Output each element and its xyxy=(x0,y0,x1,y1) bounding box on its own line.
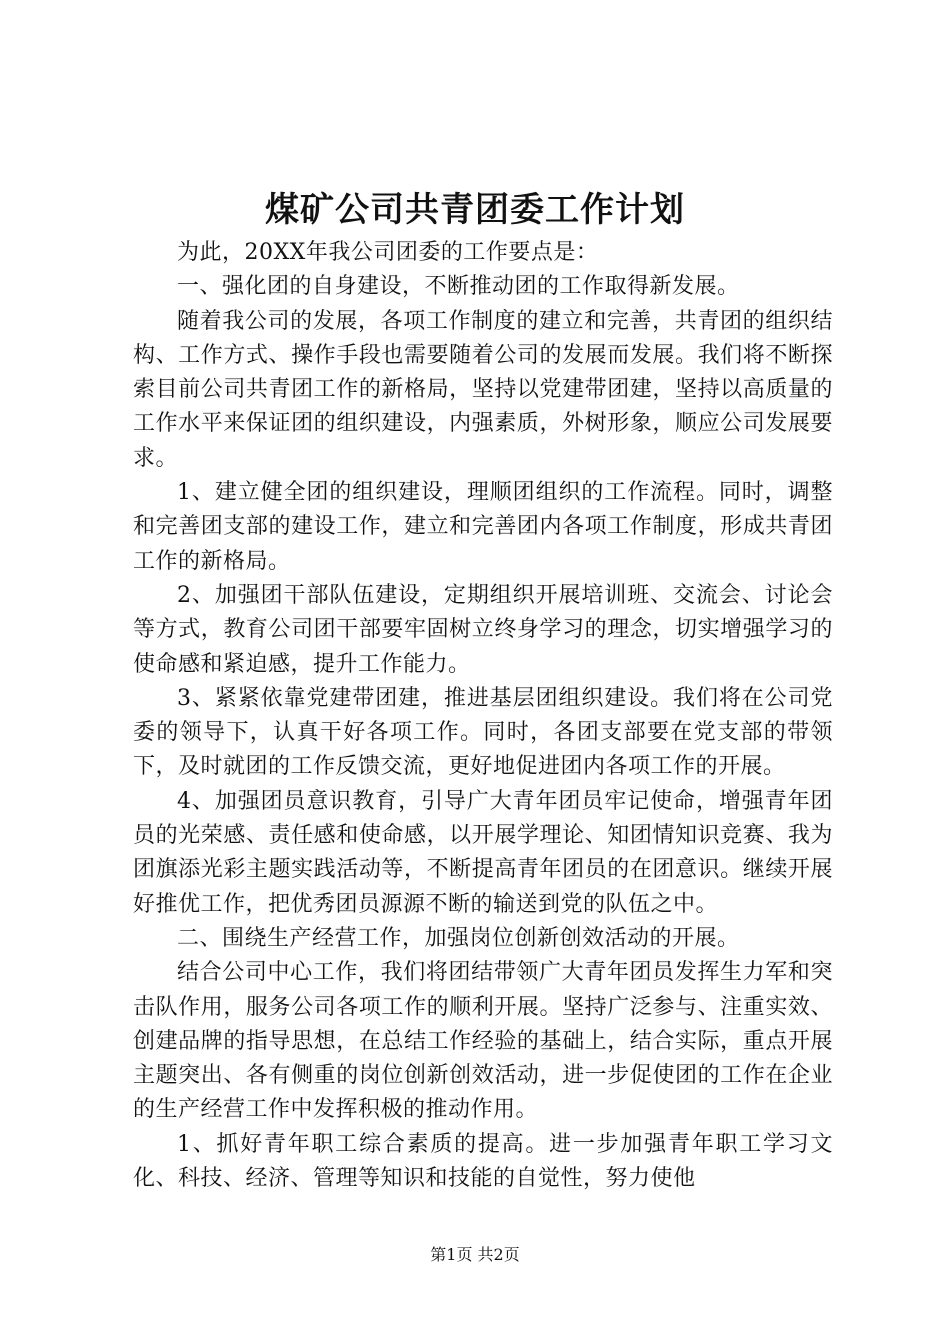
page-number: 第1页 共2页 xyxy=(430,1245,520,1264)
list-item: 3、紧紧依靠党建带团建，推进基层团组织建设。我们将在公司党委的领导下，认真干好各项工作。同时，各团支部要在党支部的带领下，及时就团的工作反馈交流，更好地促进团内各项工作的开展。 xyxy=(133,685,833,780)
document-body xyxy=(133,236,833,1196)
list-item: 1、抓好青年职工综合素质的提高。进一步加强青年职工学习文化、科技、经济、管理等知识和技能的自觉性，努力使他 xyxy=(133,1131,833,1192)
list-item: 2、加强团干部队伍建设，定期组织开展培训班、交流会、讨论会等方式，教育公司团干部要牢固树立终身学习的理念，切实增强学习的使命感和紧迫感，提升工作能力。 xyxy=(133,582,833,677)
paragraph: 随着我公司的发展，各项工作制度的建立和完善，共青团的组织结构、工作方式、操作手段也需要随着公司的发展而发展。我们将不断探索目前公司共青团工作的新格局，坚持以党建带团建，坚持以高质量的工作水平来保证团的组织建设，内强素质，外树形象，顺应公司发展要求。 xyxy=(133,308,833,471)
section-heading: 二、围绕生产经营工作，加强岗位创新创效活动的开展。 xyxy=(177,925,740,951)
page-title: 煤矿公司共青团委工作计划 xyxy=(265,190,685,230)
paragraph: 结合公司中心工作，我们将团结带领广大青年团员发挥生力军和突击队作用，服务公司各项工作的顺利开展。坚持广泛参与、注重实效、创建品牌的指导思想，在总结工作经验的基础上，结合实际，重点开展主题突出、各有侧重的岗位创新创效活动，进一步促使团的工作在企业的生产经营工作中发挥积极的推动作用。 xyxy=(133,960,833,1123)
paragraph: 为此，20XX年我公司团委的工作要点是： xyxy=(177,240,599,265)
list-item: 4、加强团员意识教育，引导广大青年团员牢记使命，增强青年团员的光荣感、责任感和使命感，以开展学理论、知团情知识竞赛、我为团旗添光彩主题实践活动等，不断提高青年团员的在团意识。继续开展好推优工作，把优秀团员源源不断的输送到党的队伍之中。 xyxy=(133,788,833,917)
list-item: 1、建立健全团的组织建设，理顺团组织的工作流程。同时，调整和完善团支部的建设工作，建立和完善团内各项工作制度，形成共青团工作的新格局。 xyxy=(133,480,833,574)
section-heading: 一、强化团的自身建设，不断推动团的工作取得新发展。 xyxy=(177,274,740,300)
